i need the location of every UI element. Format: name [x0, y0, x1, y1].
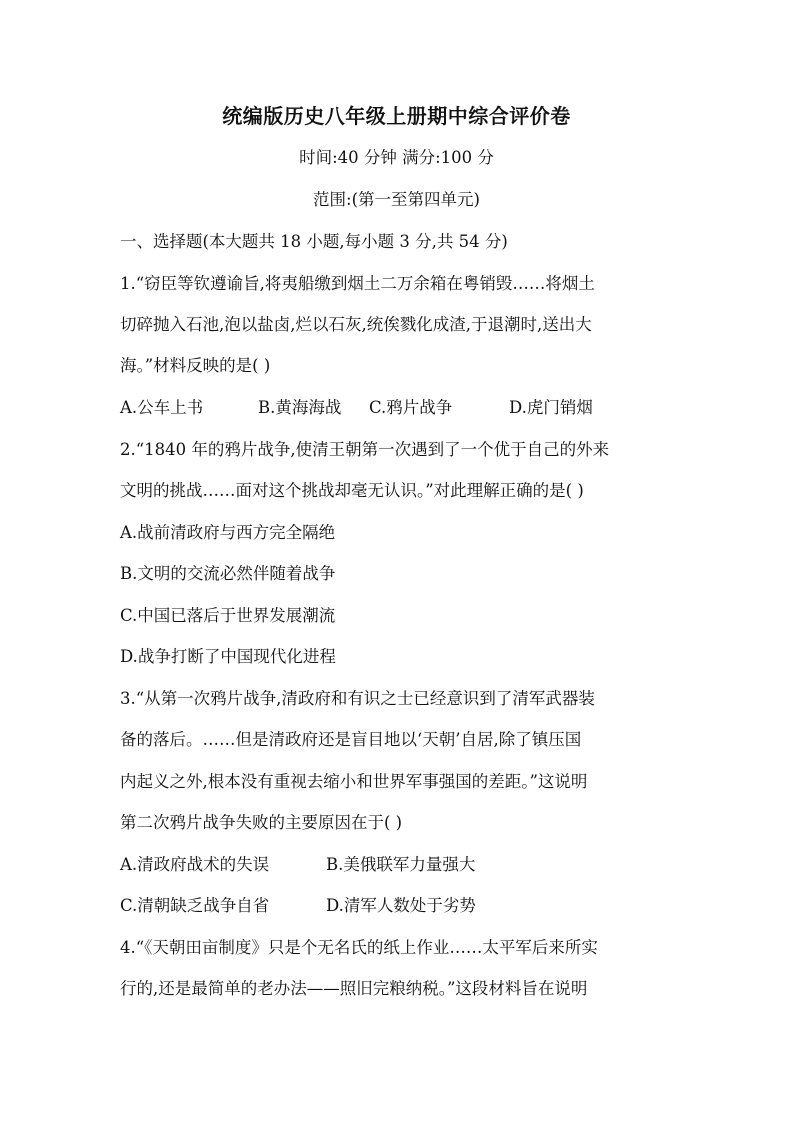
question-1-line-3: 海。”材料反映的是( ) [120, 356, 271, 375]
question-3-line-3: 内起义之外,根本没有重视去缩小和世界军事强国的差距。”这说明 [120, 772, 588, 791]
question-3-option-b: B.美俄联军力量强大 [326, 855, 476, 874]
question-3-option-c: C.清朝缺乏战争自省 [120, 896, 270, 915]
question-2-line-2: 文明的挑战……面对这个挑战却毫无认识。”对此理解正确的是( ) [120, 481, 584, 500]
question-1-option-a: A.公车上书 [120, 398, 204, 417]
question-3-line-1: 3.“从第一次鸦片战争,清政府和有识之士已经意识到了清军武器装 [120, 689, 595, 708]
question-2-option-b: B.文明的交流必然伴随着战争 [120, 564, 336, 583]
question-4-line-1: 4.“《天朝田亩制度》只是个无名氏的纸上作业……太平军后来所实 [120, 938, 598, 957]
question-4-line-2: 行的,还是最简单的老办法——照旧完粮纳税。”这段材料旨在说明 [120, 979, 588, 998]
question-2-option-d: D.战争打断了中国现代化进程 [120, 647, 336, 666]
question-2-option-a: A.战前清政府与西方完全隔绝 [120, 523, 336, 542]
exam-title: 统编版历史八年级上册期中综合评价卷 [222, 104, 571, 128]
question-3-line-2: 备的落后。……但是清政府还是盲目地以‘天朝’自居,除了镇压国 [120, 730, 582, 749]
question-3-option-d: D.清军人数处于劣势 [326, 896, 476, 915]
question-1-line-1: 1.“窃臣等钦遵谕旨,将夷船缴到烟土二万余箱在粤销毁……将烟土 [120, 274, 595, 293]
question-1-option-c: C.鸦片战争 [369, 398, 453, 417]
question-1-option-d: D.虎门销烟 [509, 398, 593, 417]
exam-time-info: 时间:40 分钟 满分:100 分 [299, 148, 494, 167]
question-1-option-b: B.黄海海战 [258, 398, 342, 417]
question-1-line-2: 切碎抛入石池,泡以盐卤,烂以石灰,统俟戮化成渣,于退潮时,送出大 [120, 315, 592, 334]
exam-scope: 范围:(第一至第四单元) [313, 190, 480, 209]
question-2-line-1: 2.“1840 年的鸦片战争,使清王朝第一次遇到了一个优于自己的外来 [120, 440, 610, 459]
section-heading: 一、选择题(本大题共 18 小题,每小题 3 分,共 54 分) [120, 232, 508, 251]
question-2-option-c: C.中国已落后于世界发展潮流 [120, 606, 336, 625]
question-3-line-4: 第二次鸦片战争失败的主要原因在于( ) [120, 813, 403, 832]
question-3-option-a: A.清政府战术的失误 [120, 855, 270, 874]
